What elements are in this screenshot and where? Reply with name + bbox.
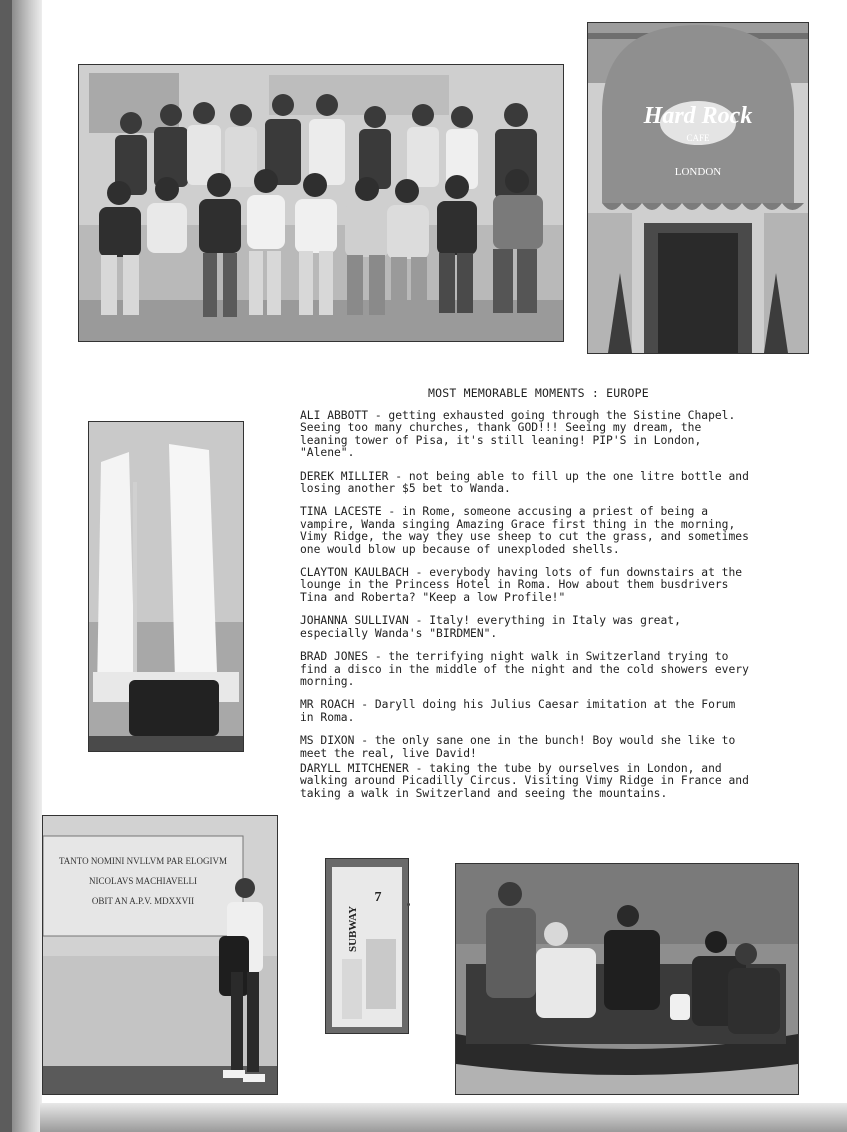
subway-number: 7 [374,890,382,905]
group-photo [78,64,564,342]
entry-clayton-kaulbach: CLAYTON KAULBACH - everybody having lots of fun downstairs at the lounge in the Princess Hotel in Roma. How about them busdrivers Tina and Roberta? "Keep a low Profile!" [300,566,743,604]
stray-dot [407,903,410,906]
machiavelli-plaque-photo [42,815,278,1095]
entry-ali-abbott: ALI ABBOTT - getting exhausted going through the Sistine Chapel. Seeing too many churches, thank GOD!!! Seeing my dream, the leaning tower of Pisa, it's still leaning! PIP'S in London, "Alene". [300,409,736,460]
entry-brad-jones: BRAD JONES - the terrifying night walk in Switzerland trying to find a disco in the middle of the night and the cold showers every morning. [300,650,749,688]
plaque-line-2: NICOLAVS MACHIAVELLI [89,876,197,886]
entry-derek-millier: DEREK MILLIER - not being able to fill up the one litre bottle and losing another $5 bet to Wanda. [300,469,749,496]
entry-ms-dixon: MS DIXON - the only sane one in the bunch! Boy would she like to meet the real, live David! [300,734,736,760]
hard-rock-brand-text: Hard Rock [643,103,753,129]
book-gutter [12,0,42,1132]
hard-rock-city-text: LONDON [674,166,722,178]
book-spine [0,0,12,1132]
entry-tina-laceste: TINA LACESTE - in Rome, someone accusing a priest of being a vampire, Wanda singing Amazing Grace first thing in the morning, Vimy Ridge, the way they use sheep to cut the grass, and sometimes one would blow up because of unexploded shells. [300,505,749,556]
hard-rock-cafe-text: CAFE [686,133,710,143]
entry-johanna-sullivan: JOHANNA SULLIVAN - Italy! everything in Italy was great, especially Wanda's "BIRDMEN". [300,614,681,640]
vimy-memorial-photo [88,421,244,752]
plaque-line-1: TANTO NOMINI NVLLVM PAR ELOGIVM [59,856,227,866]
subway-label: SUBWAY [347,905,359,953]
section-title: MOST MEMORABLE MOMENTS : EUROPE [428,386,649,400]
plaque-line-3: OBIT AN A.P.V. MDXXVII [91,896,195,906]
subway-sign-photo [325,858,409,1034]
entry-daryll-mitchener: DARYLL MITCHENER - taking the tube by ourselves in London, and walking around Picadilly Circus. Visiting Vimy Ridge in France and taking a walk in Switzerland and seeing the mountains. [300,761,749,800]
hard-rock-cafe-photo [587,22,809,354]
memories-list [300,410,805,811]
gondola-photo [455,863,799,1095]
entry-mr-roach: MR ROACH - Daryll doing his Julius Caesar imitation at the Forum in Roma. [300,698,736,724]
page-bottom-edge [40,1103,847,1132]
